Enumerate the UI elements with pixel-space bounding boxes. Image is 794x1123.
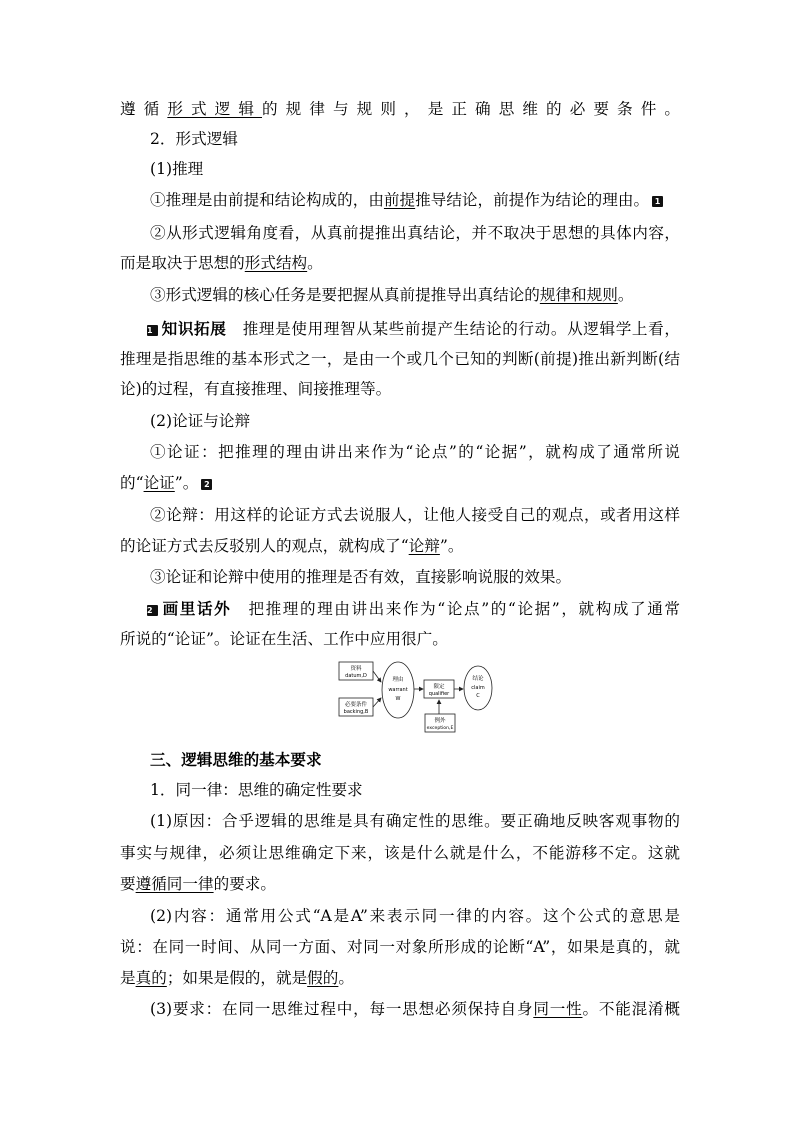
- note-marker-icon: 2: [147, 605, 158, 616]
- datum-label-en: datum,D: [345, 673, 367, 679]
- argument-diagram: [335, 656, 495, 736]
- text-line: 要遵循同一律的要求。: [120, 875, 276, 893]
- datum-box: [339, 662, 373, 680]
- text-line: 遵循形式逻辑的规律与规则，是正确思维的必要条件。: [120, 100, 680, 118]
- note-line: 论)的过程，有直接推理、间接推理等。: [120, 380, 392, 398]
- key-term: 同一性: [533, 1000, 583, 1018]
- note-marker-icon: 2: [201, 479, 212, 490]
- key-term: 前提: [383, 191, 416, 209]
- arrow-datum: [373, 671, 381, 682]
- text-line: 说：在同一时间、从同一方面、对同一对象所形成的论断“A”，如果是真的，就: [120, 938, 680, 956]
- note-marker-icon: 1: [147, 325, 158, 336]
- claim-ellipse: [464, 666, 492, 710]
- text-line: ②论辩：用这样的论证方式去说服人，让他人接受自己的观点，或者用这样: [150, 506, 680, 524]
- subsection-heading: (2)论证与论辩: [150, 412, 251, 430]
- text-line: (1)原因：合乎逻辑的思维是具有确定性的思维。要正确地反映客观事物的: [150, 812, 680, 830]
- warrant-label-symbol: W: [395, 696, 401, 702]
- text-line: ①论证：把推理的理由讲出来作为“论点”的“论据”，就构成了通常所说: [150, 443, 680, 461]
- key-term: 论证: [143, 474, 175, 492]
- note-line: 所说的“论证”。论证在生活、工作中应用很广。: [120, 630, 448, 648]
- backing-box: [339, 698, 373, 716]
- text-line: 是真的；如果是假的，就是假的。: [120, 969, 354, 987]
- key-term: 论辩: [408, 537, 440, 555]
- text-line: ②从形式逻辑角度看，从真前提推出真结论，并不取决于思想的具体内容，: [150, 224, 680, 242]
- claim-label-symbol: C: [476, 693, 480, 699]
- key-term: 形式逻辑: [167, 100, 263, 118]
- backing-label-cn: 必要条件: [344, 702, 368, 708]
- claim-label-en: claim: [471, 685, 485, 691]
- exception-box: [425, 714, 455, 732]
- warrant-label-cn: 理由: [392, 677, 404, 683]
- note-line: 2 画里话外 把推理的理由讲出来作为“论点”的“论据”，就构成了通常: [147, 600, 680, 618]
- claim-label-cn: 结论: [472, 676, 484, 682]
- note-marker-icon: 1: [652, 196, 663, 207]
- qualifier-box: [424, 680, 454, 698]
- warrant-ellipse: [382, 662, 414, 718]
- key-term: 规律和规则: [539, 286, 618, 304]
- section-heading: 2．形式逻辑: [150, 130, 238, 148]
- qualifier-label-en: qualifier: [428, 691, 450, 697]
- warrant-label-en: warrant: [388, 687, 408, 693]
- key-term: 假的: [307, 969, 339, 987]
- text-line: ③论证和论辩中使用的推理是否有效，直接影响说服的效果。: [150, 568, 572, 586]
- exception-label-en: exception,E: [426, 726, 454, 731]
- text-line: ③形式逻辑的核心任务是要把握从真前提推导出真结论的规律和规则。: [150, 286, 634, 304]
- text-line: (2)内容：通常用公式“A是A”来表示同一律的内容。这个公式的意思是: [150, 907, 680, 925]
- note-tag: 画里话外: [161, 600, 232, 618]
- note-tag: 知识拓展: [161, 320, 227, 338]
- text-line: 的论证方式去反驳别人的观点，就构成了“论辩”。: [120, 537, 464, 555]
- note-line: 1 知识拓展 推理是使用理智从某些前提产生结论的行动。从逻辑学上看，: [147, 320, 680, 338]
- arrow-backing: [373, 698, 381, 707]
- subsection-heading: (1)推理: [150, 160, 204, 178]
- datum-label-cn: 资料: [350, 666, 362, 672]
- key-term: 遵循同一律: [135, 875, 214, 893]
- text-line: (3)要求：在同一思维过程中，每一思想必须保持自身同一性。不能混淆概: [150, 1000, 680, 1018]
- key-term: 真的: [135, 969, 167, 987]
- text-line: 事实与规律，必须让思维确定下来，该是什么就是什么，不能游移不定。这就: [120, 844, 680, 862]
- text-line: 的“论证”。 2: [120, 472, 680, 494]
- key-term: 形式结构: [244, 254, 308, 272]
- chapter-heading: 三、逻辑思维的基本要求: [150, 751, 322, 769]
- backing-label-en: backing,B: [343, 709, 369, 715]
- note-line: 推理是指思维的基本形式之一，是由一个或几个已知的判断(前提)推出新判断(结: [120, 350, 680, 368]
- exception-label-cn: 例外: [434, 718, 446, 724]
- text-line: ①推理是由前提和结论构成的，由前提推导结论，前提作为结论的理由。 1: [150, 189, 680, 211]
- qualifier-label-cn: 限定: [433, 684, 445, 690]
- text-line: 而是取决于思想的形式结构。: [120, 254, 323, 272]
- section-heading: 1．同一律：思维的确定性要求: [150, 781, 363, 799]
